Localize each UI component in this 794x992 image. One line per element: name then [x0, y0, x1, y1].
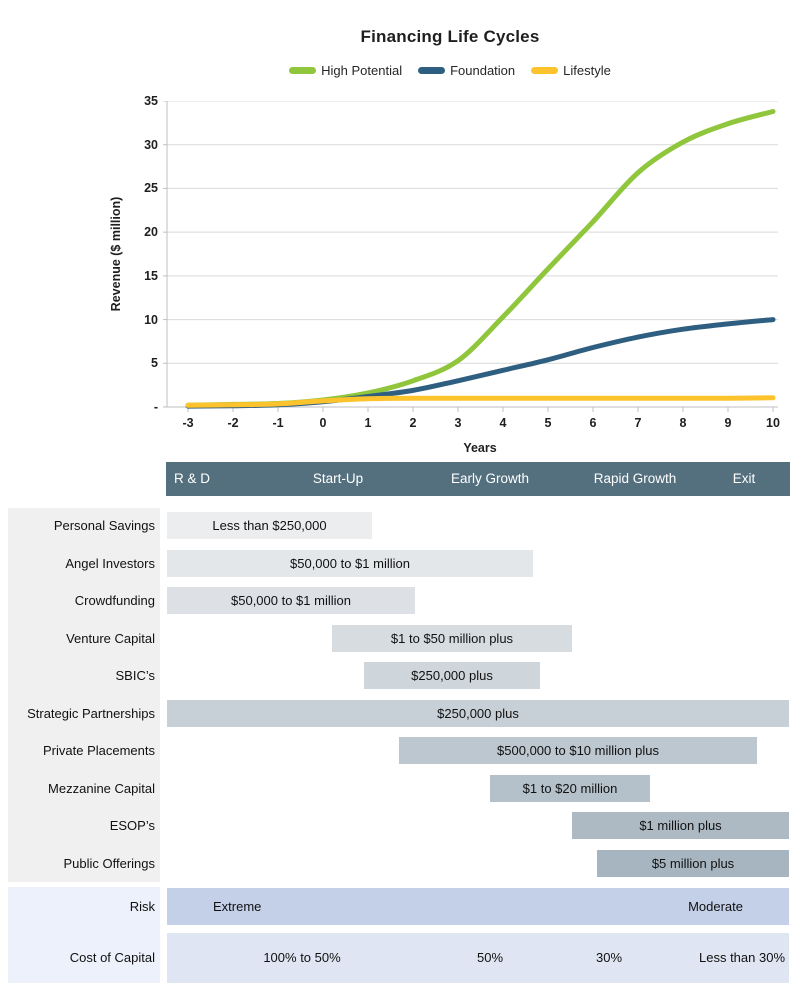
funding-row-label-private-placements: Private Placements: [43, 743, 155, 758]
y-tick-label: 25: [144, 181, 158, 196]
risk-moderate-label: Moderate: [688, 899, 743, 914]
funding-range-bar-venture-capital: $1 to $50 million plus: [332, 625, 572, 652]
x-tick-label: -1: [272, 416, 284, 430]
series-line-lifestyle: [188, 398, 773, 406]
funding-range-bar-private-placements: $500,000 to $10 million plus: [399, 737, 757, 764]
y-tick-label: 20: [144, 225, 158, 240]
line-chart-plot: [160, 101, 784, 413]
funding-row-label-mezzanine-capital: Mezzanine Capital: [48, 781, 155, 796]
funding-row-label-venture-capital: Venture Capital: [66, 631, 155, 646]
legend-item-high-potential: [289, 63, 402, 78]
y-tick-label: 15: [144, 268, 158, 283]
chart-title: Financing Life Cycles: [360, 27, 540, 46]
cost-of-capital-band: [167, 933, 789, 983]
chart-legend: [106, 61, 794, 79]
x-tick-label: 0: [319, 416, 327, 430]
funding-row-label-angel-investors: Angel Investors: [65, 556, 155, 571]
legend-swatch-foundation: [418, 67, 445, 74]
chart-header: [106, 0, 794, 79]
lifecycle-stage-band: [166, 462, 790, 496]
stage-label-rapid-growth: Rapid Growth: [593, 471, 677, 486]
funding-row-label-sbic-s: SBIC’s: [115, 668, 155, 683]
x-tick-label: -2: [227, 416, 239, 430]
legend-item-foundation: [418, 63, 515, 78]
funding-range-bar-personal-savings: Less than $250,000: [167, 512, 372, 539]
y-axis-title: Revenue ($ million): [109, 196, 123, 312]
cost-item-less-than-30: Less than 30%: [698, 950, 786, 965]
funding-row-label-personal-savings: Personal Savings: [53, 518, 155, 533]
funding-range-bar-public-offerings: $5 million plus: [597, 850, 789, 877]
x-tick-label: -3: [182, 416, 194, 430]
series-line-high-potential: [188, 112, 773, 406]
y-tick-label: 5: [151, 356, 158, 371]
x-tick-label: 1: [364, 416, 372, 430]
cost-row-label: Cost of Capital: [69, 950, 155, 965]
funding-range-bar-angel-investors: $50,000 to $1 million: [167, 550, 533, 577]
funding-row-label-strategic-partnerships: Strategic Partnerships: [27, 706, 155, 721]
y-tick-label: -: [153, 400, 158, 414]
risk-band: [167, 888, 789, 925]
legend-swatch-lifestyle: [531, 67, 558, 74]
x-tick-label: 3: [454, 416, 462, 430]
x-tick-label: 8: [679, 416, 687, 430]
cost-item-50: 50%: [476, 950, 504, 965]
stage-label-early-growth: Early Growth: [450, 471, 530, 486]
stage-label-exit: Exit: [732, 471, 756, 486]
legend-label: High Potential: [321, 62, 403, 78]
funding-row-label-esop-s: ESOP’s: [109, 818, 155, 833]
stage-label-r-d: R & D: [174, 471, 211, 486]
funding-range-bar-mezzanine-capital: $1 to $20 million: [490, 775, 650, 802]
x-tick-label: 9: [724, 416, 732, 430]
x-tick-label: 7: [634, 416, 642, 430]
funding-range-bar-strategic-partnerships: $250,000 plus: [167, 700, 789, 727]
funding-row-label-public-offerings: Public Offerings: [63, 856, 155, 871]
risk-row-label: Risk: [129, 899, 155, 914]
funding-range-bar-esop-s: $1 million plus: [572, 812, 789, 839]
legend-swatch-high-potential: [289, 67, 316, 74]
y-tick-label: 35: [144, 94, 158, 108]
y-tick-label: 10: [144, 312, 158, 327]
legend-item-lifestyle: [531, 63, 611, 78]
x-axis-title: Years: [463, 441, 497, 455]
x-tick-label: 2: [409, 416, 417, 430]
legend-label: Foundation: [450, 62, 516, 78]
y-tick-label: 30: [144, 137, 158, 152]
x-tick-label: 6: [589, 416, 597, 430]
funding-row-label-crowdfunding: Crowdfunding: [74, 593, 155, 608]
legend-label: Lifestyle: [563, 62, 611, 78]
funding-range-bar-crowdfunding: $50,000 to $1 million: [167, 587, 415, 614]
cost-item-30: 30%: [595, 950, 623, 965]
x-tick-label: 4: [499, 416, 507, 430]
stage-label-start-up: Start-Up: [312, 471, 364, 486]
x-tick-label: 10: [766, 416, 780, 430]
x-tick-label: 5: [544, 416, 552, 430]
risk-extreme-label: Extreme: [213, 899, 262, 914]
cost-item-100-to-50: 100% to 50%: [263, 950, 341, 965]
funding-range-bar-sbic-s: $250,000 plus: [364, 662, 540, 689]
